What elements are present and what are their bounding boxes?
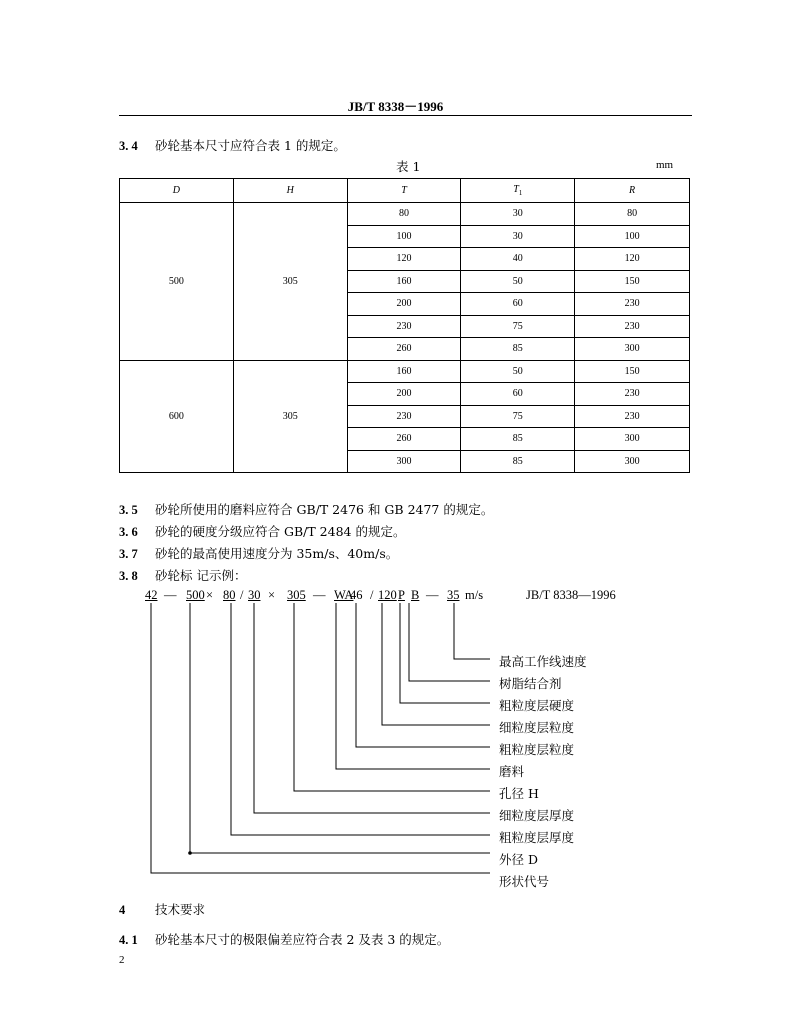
cell-R: 230 [575,383,690,406]
clause-number: 3. 7 [119,547,138,561]
mark-outer-diameter: 500 [186,588,205,602]
cell-T: 80 [347,203,461,226]
mark-dash: — [164,588,177,602]
clause-number: 3. 8 [119,569,138,583]
mark-speed: 35 [447,588,460,602]
legend-coarse-hardness: 粗粒度层硬度 [499,698,575,713]
mark-slash: / [370,588,374,602]
legend-coarse-grain: 粗粒度层粒度 [499,742,575,757]
mark-hardness: P [398,588,405,602]
cell-T1: 50 [461,360,575,383]
cell-T: 260 [347,338,461,361]
cell-R: 150 [575,360,690,383]
cell-R: 300 [575,338,690,361]
mark-dash: — [426,588,439,602]
legend-resin-bond: 树脂结合剂 [499,676,562,691]
document-header: JB/T 8338－1996 [347,99,444,114]
cell-T: 120 [347,248,461,271]
legend-abrasive: 磨料 [499,764,525,779]
cell-T1: 50 [461,270,575,293]
legend-fine-grain: 细粒度层粒度 [499,720,575,735]
cell-T1: 60 [461,383,575,406]
legend-fine-thickness: 细粒度层厚度 [499,808,575,823]
header-R: R [575,179,690,203]
cell-T: 260 [347,428,461,451]
cell-T: 160 [347,360,461,383]
legend-max-speed: 最高工作线速度 [499,654,587,669]
cell-T: 200 [347,383,461,406]
cell-T1: 85 [461,428,575,451]
page-number: 2 [119,954,125,966]
header-D: D [120,179,234,203]
cell-R: 150 [575,270,690,293]
mark-hole: 305 [287,588,306,602]
cell-T1: 30 [461,225,575,248]
cell-T1: 75 [461,405,575,428]
legend-coarse-thickness: 粗粒度层厚度 [499,830,575,845]
cell-R: 300 [575,428,690,451]
cell-T1: 85 [461,338,575,361]
cell-T: 100 [347,225,461,248]
cell-T: 230 [347,405,461,428]
header-T1-base: T [513,184,519,195]
cell-T1: 30 [461,203,575,226]
mark-times: × [206,588,214,602]
legend-outer-diameter: 外径 D [499,852,538,867]
cell-R: 230 [575,405,690,428]
mark-dash: — [313,588,326,602]
cell-R: 120 [575,248,690,271]
mark-shape-code: 42 [145,588,158,602]
clause-number: 4. 1 [119,933,138,947]
cell-R: 300 [575,450,690,473]
mark-coarse-thickness: 80 [223,588,236,602]
cell-D: 500 [120,203,234,361]
cell-T: 230 [347,315,461,338]
clause-text: 砂轮的最高使用速度分为 35m/s、40m/s。 [155,546,399,561]
clause-number: 3. 4 [119,139,138,153]
cell-R: 230 [575,293,690,316]
clause-text: 砂轮基本尺寸的极限偏差应符合表 2 及表 3 的规定。 [155,932,450,947]
mark-abrasive: WA [334,588,354,602]
cell-T1: 60 [461,293,575,316]
clause-text: 砂轮基本尺寸应符合表 1 的规定。 [155,138,346,153]
table-caption: 表 1 [396,159,421,174]
cell-T1: 75 [461,315,575,338]
header-T: T [347,179,461,203]
cell-R: 80 [575,203,690,226]
cell-T: 160 [347,270,461,293]
mark-times: × [268,588,276,602]
cell-R: 230 [575,315,690,338]
clause-text: 砂轮的硬度分级应符合 GB/T 2484 的规定。 [155,524,406,539]
mark-slash: / [240,588,244,602]
section-title: 技术要求 [155,902,206,917]
mark-fine-thickness: 30 [248,588,261,602]
header-T1-subscript: 1 [518,189,523,197]
clause-number: 3. 6 [119,525,138,539]
cell-T1: 40 [461,248,575,271]
section-4-heading [119,900,205,918]
legend-shape-code: 形状代号 [499,874,550,889]
cell-R: 100 [575,225,690,248]
cell-D: 600 [120,360,234,473]
clause-text: 砂轮所使用的磨料应符合 GB/T 2476 和 GB 2477 的规定。 [155,502,494,517]
mark-speed-unit: m/s [465,588,484,602]
legend-hole-diameter: 孔径 H [499,786,539,801]
cell-T1: 85 [461,450,575,473]
table-unit: mm [656,159,674,171]
cell-T: 300 [347,450,461,473]
clause-4-1 [119,930,449,948]
cell-T: 200 [347,293,461,316]
mark-coarse-grain: 120 [378,588,397,602]
mark-standard: JB/T 8338—1996 [526,588,616,602]
clause-text: 砂轮标 记示例： [155,568,247,583]
clause-number: 3. 5 [119,503,138,517]
header-H: H [233,179,347,203]
cell-H: 305 [233,360,347,473]
cell-H: 305 [233,203,347,361]
mark-bond: B [411,588,420,602]
section-number: 4 [119,903,126,917]
mark-fine-grain: 46 [350,588,363,602]
